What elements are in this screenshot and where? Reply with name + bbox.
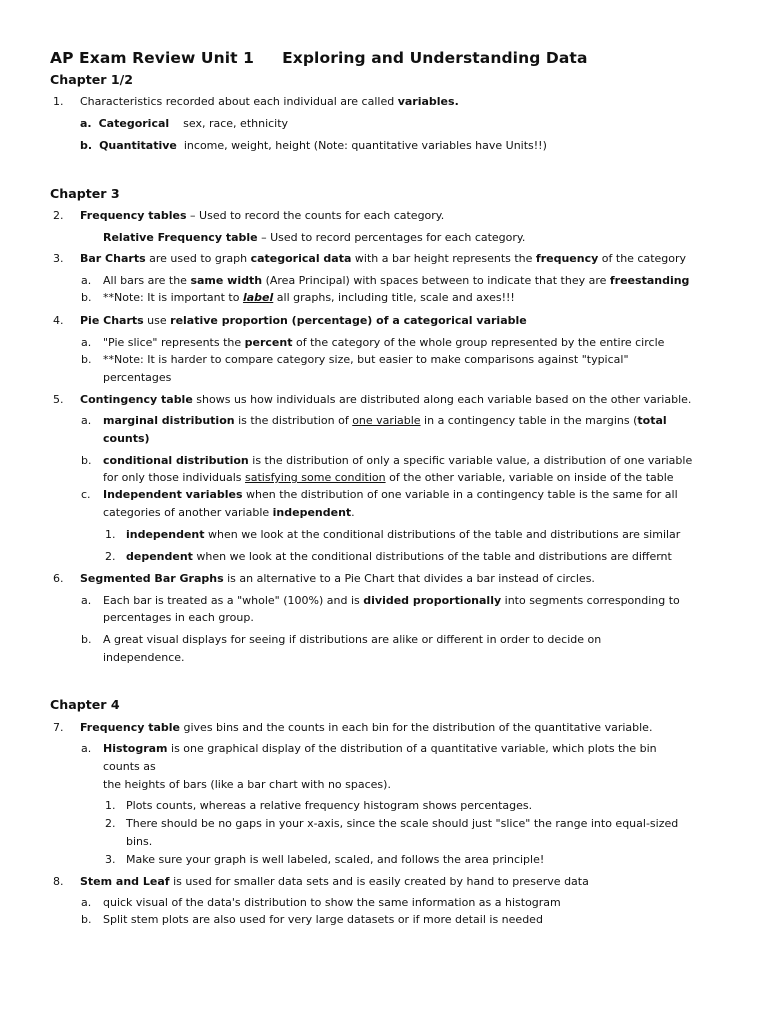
- item-5c-line2: categories of another variable independent.: [103, 506, 355, 519]
- subitem-number: 1.: [105, 799, 116, 812]
- item-1-text: Characteristics recorded about each individual are called variables.: [80, 95, 459, 108]
- item-7a-2-line1: There should be no gaps in your x-axis, since the scale should just "slice" the range into equal-sized: [126, 817, 679, 830]
- item-6a-line2: percentages in each group.: [103, 611, 254, 624]
- item-6b-line2: independence.: [103, 651, 185, 664]
- title-unit: AP Exam Review Unit 1: [50, 49, 255, 67]
- item-2-relative: Relative Frequency table – Used to record percentages for each category.: [103, 231, 526, 244]
- item-5b-line2: for only those individuals satisfying some condition of the other variable, variable on inside of the table: [103, 471, 674, 484]
- item-3a: All bars are the same width (Area Principal) with spaces between to indicate that they are freestanding: [103, 274, 690, 287]
- item-7a-1: Plots counts, whereas a relative frequency histogram shows percentages.: [126, 799, 533, 812]
- item-letter: a.: [81, 742, 92, 755]
- page-title: [50, 49, 588, 67]
- item-number: 8.: [53, 875, 64, 888]
- item-2-text: Frequency tables – Used to record the counts for each category.: [80, 209, 445, 222]
- item-4-text: Pie Charts use relative proportion (percentage) of a categorical variable: [80, 314, 527, 327]
- item-number: 3.: [53, 252, 64, 265]
- item-letter: a.: [81, 336, 92, 349]
- chapter-heading: Chapter 4: [50, 697, 120, 712]
- chapter-heading: Chapter 3: [50, 186, 120, 201]
- item-7a-line2: counts as: [103, 760, 156, 773]
- item-letter: a.: [81, 414, 92, 427]
- item-5a-line2: counts): [103, 432, 150, 445]
- item-4a: "Pie slice" represents the percent of the category of the whole group represented by the entire circle: [103, 336, 665, 349]
- item-letter: a.: [81, 594, 92, 607]
- item-letter: b.: [81, 913, 92, 926]
- subitem-number: 2.: [105, 550, 116, 563]
- item-letter: b.: [81, 454, 92, 467]
- item-letter: a.: [81, 896, 92, 909]
- item-letter: b.: [81, 353, 92, 366]
- item-6-text: Segmented Bar Graphs is an alternative to a Pie Chart that divides a bar instead of circles.: [80, 572, 595, 585]
- item-number: 4.: [53, 314, 64, 327]
- item-3-text: Bar Charts are used to graph categorical data with a bar height represents the frequency of the category: [80, 252, 687, 265]
- item-1b: b. Quantitative income, weight, height (Note: quantitative variables have Units!!): [80, 139, 547, 152]
- item-number: 7.: [53, 721, 64, 734]
- item-number: 2.: [53, 209, 64, 222]
- item-5b-line1: conditional distribution is the distribution of only a specific variable value, a distribution of one variable: [103, 454, 693, 467]
- title-topic: Exploring and Understanding Data: [282, 49, 588, 67]
- item-letter: b.: [81, 291, 92, 304]
- item-letter: a.: [81, 274, 92, 287]
- item-5-text: Contingency table shows us how individuals are distributed along each variable based on the other variable.: [80, 393, 692, 406]
- item-5c-1: independent when we look at the conditional distributions of the table and distributions are similar: [126, 528, 681, 541]
- item-6b-line1: A great visual displays for seeing if distributions are alike or different in order to decide on: [103, 633, 602, 646]
- item-8b: Split stem plots are also used for very large datasets or if more detail is needed: [103, 913, 543, 926]
- item-4b-line2: percentages: [103, 371, 172, 384]
- item-3b: **Note: It is important to label all graphs, including title, scale and axes!!!: [103, 291, 515, 304]
- chapter-heading: Chapter 1/2: [50, 72, 134, 87]
- subitem-number: 3.: [105, 853, 116, 866]
- item-7a-line3: the heights of bars (like a bar chart with no spaces).: [103, 778, 391, 791]
- item-8a: quick visual of the data's distribution to show the same information as a histogram: [103, 896, 561, 909]
- item-7-text: Frequency table gives bins and the counts in each bin for the distribution of the quantitative variable.: [80, 721, 653, 734]
- item-7a-2-line2: bins.: [126, 835, 153, 848]
- item-letter: c.: [81, 488, 91, 501]
- item-7a-line1: Histogram is one graphical display of the distribution of a quantitative variable, which plots the bin: [103, 742, 657, 755]
- item-number: 1.: [53, 95, 64, 108]
- item-5c-2: dependent when we look at the conditional distributions of the table and distributions are differnt: [126, 550, 672, 563]
- item-5a-line1: marginal distribution is the distribution of one variable in a contingency table in the margins (total: [103, 414, 667, 427]
- item-4b-line1: **Note: It is harder to compare category size, but easier to make comparisons against "typical": [103, 353, 629, 366]
- item-letter: b.: [81, 633, 92, 646]
- item-number: 6.: [53, 572, 64, 585]
- item-8-text: Stem and Leaf is used for smaller data sets and is easily created by hand to preserve data: [80, 875, 589, 888]
- item-5c-line1: Independent variables when the distribution of one variable in a contingency table is the same for all: [103, 488, 678, 501]
- item-7a-3: Make sure your graph is well labeled, scaled, and follows the area principle!: [126, 853, 545, 866]
- subitem-number: 1.: [105, 528, 116, 541]
- subitem-number: 2.: [105, 817, 116, 830]
- item-6a-line1: Each bar is treated as a "whole" (100%) and is divided proportionally into segments corresponding to: [103, 594, 680, 607]
- item-1a: a. Categorical sex, race, ethnicity: [80, 117, 289, 130]
- item-number: 5.: [53, 393, 64, 406]
